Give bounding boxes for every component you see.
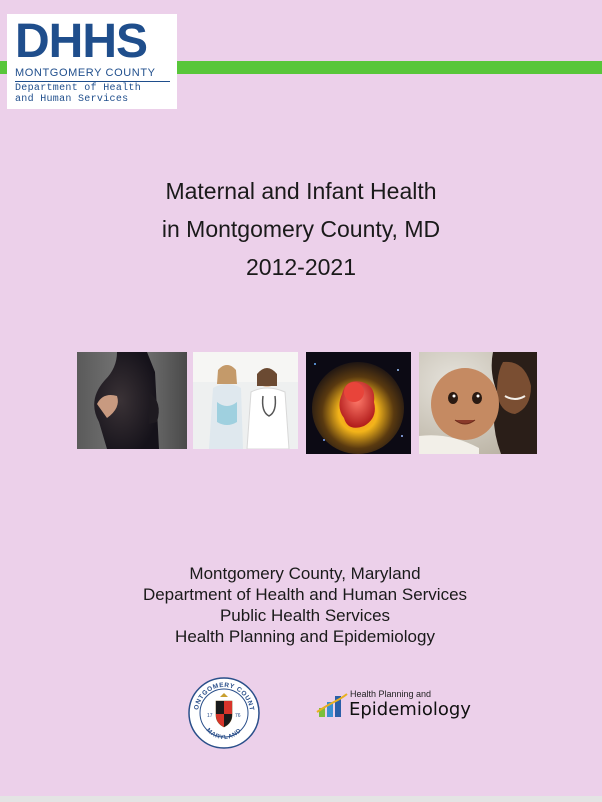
dhhs-logo-county: MONTGOMERY COUNTY (15, 67, 156, 79)
fetus-photo (306, 352, 411, 454)
organization-unit: Health Planning and Epidemiology (175, 627, 435, 646)
dhhs-logo-rule (15, 81, 170, 82)
hpe-logo-small-text: Health Planning and (350, 689, 432, 699)
organization-info (0, 563, 602, 647)
organization-division: Public Health Services (219, 606, 391, 625)
pregnant-woman-photo (77, 352, 187, 449)
dhhs-logo (7, 14, 177, 109)
organization-county: Montgomery County, Maryland (189, 564, 421, 583)
seal-top-text: ONTGOMERY COUNT (193, 681, 255, 712)
bar-chart-line-icon (316, 692, 348, 718)
dhhs-logo-dept-line1: Department of Health (15, 83, 142, 94)
mother-and-baby-photo (419, 352, 537, 454)
report-title-years: 2012-2021 (246, 254, 356, 280)
doctor-and-patient-photo (193, 352, 298, 449)
dhhs-logo-dept-line2: and Human Services (15, 94, 129, 105)
report-title-line1: Maternal and Infant Health (165, 178, 437, 204)
seal-year-right: 76 (235, 713, 241, 719)
dhhs-logo-letters: DHHS (15, 15, 148, 68)
report-title (0, 172, 602, 286)
dhhs-logo-department (15, 83, 141, 105)
organization-department: Department of Health and Human Services (142, 585, 468, 604)
page-bottom-edge (0, 796, 602, 802)
seal-bottom-text: MARYLAND (204, 727, 244, 742)
hpe-logo (316, 686, 486, 726)
seal-year-left: 17 (207, 713, 213, 719)
report-title-line2: in Montgomery County, MD (161, 216, 441, 242)
hpe-logo-big-text: Epidemiology (349, 699, 471, 720)
county-seal (188, 677, 260, 749)
